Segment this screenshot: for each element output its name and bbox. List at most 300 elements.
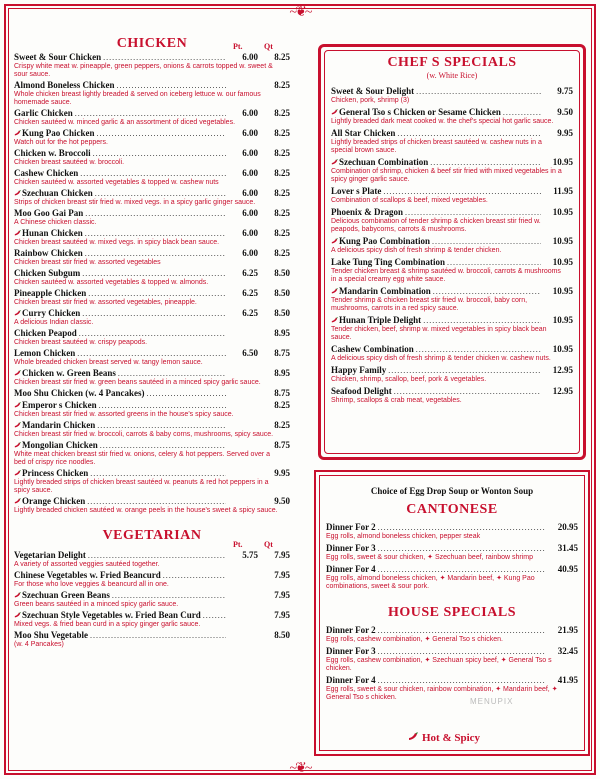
chicken-pt-header: Pt. bbox=[233, 42, 243, 51]
menu-item-line bbox=[331, 236, 573, 247]
menu-item-description: Crispy white meat w. pineapple, green peppers, onions & carrots topped w. sweet & sour sauce. bbox=[14, 63, 273, 78]
chefs-subtitle: (w. White Rice) bbox=[426, 71, 478, 80]
menu-item-line bbox=[331, 286, 573, 297]
menu-item bbox=[14, 208, 290, 227]
quart-price: 8.25 bbox=[274, 128, 290, 138]
leader-dots bbox=[430, 158, 541, 168]
menu-item-name: Chicken Peapod bbox=[14, 328, 77, 338]
menu-item-name: Phoenix & Dragon bbox=[331, 207, 403, 217]
hot-pepper-icon bbox=[14, 370, 21, 376]
menu-item-name: Dinner For 2 bbox=[326, 522, 376, 532]
quart-price: 8.25 bbox=[274, 108, 290, 118]
menu-item-line bbox=[14, 468, 290, 479]
chicken-qt-header: Qt bbox=[264, 42, 273, 51]
menu-item-description: Shrimp, scallops & crab meat, vegetables. bbox=[331, 397, 462, 404]
leader-dots bbox=[405, 208, 541, 218]
pint-price: 6.00 bbox=[242, 248, 258, 258]
menu-item-line bbox=[326, 625, 578, 636]
menu-item-name: Dinner For 3 bbox=[326, 646, 376, 656]
quart-price: 8.25 bbox=[274, 400, 290, 410]
menu-item-name: Szechuan Style Vegetables w. Fried Bean Curd bbox=[22, 610, 201, 620]
menu-item bbox=[14, 590, 290, 609]
menu-item bbox=[14, 188, 290, 207]
menu-item-line bbox=[14, 148, 290, 159]
item-price: 20.95 bbox=[557, 522, 578, 532]
leader-dots bbox=[103, 53, 226, 63]
menu-item bbox=[14, 248, 290, 267]
menu-item-line bbox=[331, 207, 573, 218]
leader-dots bbox=[117, 81, 226, 91]
menu-item-name: Dinner For 3 bbox=[326, 543, 376, 553]
menu-item bbox=[331, 207, 573, 234]
quart-price: 9.50 bbox=[274, 496, 290, 506]
pint-price: 6.00 bbox=[242, 52, 258, 62]
menu-item bbox=[326, 522, 578, 541]
leader-dots bbox=[447, 258, 541, 268]
menu-item-name: Hunan Triple Delight bbox=[339, 315, 422, 325]
vegetarian-list bbox=[14, 550, 290, 649]
menu-item-name: Sweet & Sour Chicken bbox=[14, 52, 102, 62]
quart-price: 7.95 bbox=[274, 610, 290, 620]
menu-item-description: Watch out for the hot peppers. bbox=[14, 139, 108, 146]
chefs-specials-box bbox=[318, 44, 586, 460]
menu-item-name: Mandarin Combination bbox=[339, 286, 431, 296]
menu-item-line bbox=[14, 248, 290, 259]
leader-dots bbox=[82, 269, 226, 279]
leader-dots bbox=[388, 366, 541, 376]
menu-item-line bbox=[14, 348, 290, 359]
leader-dots bbox=[397, 129, 541, 139]
quart-price: 8.50 bbox=[274, 308, 290, 318]
menu-item bbox=[326, 646, 578, 673]
menu-item-line bbox=[14, 188, 290, 199]
hot-pepper-icon bbox=[14, 190, 21, 196]
menu-item-name: Hunan Chicken bbox=[22, 228, 83, 238]
menu-item-line bbox=[326, 564, 578, 575]
menu-item-name: Moo Goo Gai Pan bbox=[14, 208, 84, 218]
menu-item-line bbox=[14, 630, 290, 641]
quart-price: 8.50 bbox=[274, 268, 290, 278]
leader-dots bbox=[147, 389, 226, 399]
leader-dots bbox=[383, 187, 541, 197]
hot-spicy-legend bbox=[408, 732, 480, 744]
menu-item-line bbox=[326, 543, 578, 554]
quart-price: 8.25 bbox=[274, 208, 290, 218]
menu-item-description: Chicken breast stir fried w. assorted vegetables, pineapple. bbox=[14, 299, 197, 306]
menu-item-name: General Tso s Chicken or Sesame Chicken bbox=[339, 107, 501, 117]
menu-item-line bbox=[14, 400, 290, 411]
menu-item bbox=[14, 328, 290, 347]
menu-item-name: Happy Family bbox=[331, 365, 387, 375]
quart-price: 8.75 bbox=[274, 348, 290, 358]
menu-item-description: Whole breaded chicken breast served w. tangy lemon sauce. bbox=[14, 359, 203, 366]
leader-dots bbox=[163, 571, 226, 581]
menu-item-name: Moo Shu Chicken (w. 4 Pancakes) bbox=[14, 388, 145, 398]
menu-item bbox=[326, 675, 578, 702]
menu-item-name: Curry Chicken bbox=[22, 308, 81, 318]
hot-pepper-icon bbox=[14, 402, 21, 408]
leader-dots bbox=[416, 345, 541, 355]
leader-dots bbox=[416, 87, 541, 97]
menu-item bbox=[331, 286, 573, 313]
pint-price: 6.00 bbox=[242, 208, 258, 218]
menu-item-description: Chicken breast sautéed w. broccoli. bbox=[14, 159, 125, 166]
leader-dots bbox=[95, 189, 226, 199]
item-price: 10.95 bbox=[552, 344, 573, 354]
menu-item-description: Egg rolls, almond boneless chicken, pepper steak bbox=[326, 533, 481, 540]
menu-item-description: Strips of chicken breast stir fried w. mixed vegs. in a spicy garlic ginger sauce. bbox=[14, 199, 256, 206]
menu-item-name: Lover s Plate bbox=[331, 186, 382, 196]
hot-pepper-icon bbox=[408, 732, 418, 744]
chicken-title: CHICKEN bbox=[116, 36, 188, 51]
leader-dots bbox=[378, 565, 546, 575]
menu-item-line bbox=[326, 522, 578, 533]
menu-item-description: Combination of scallops & beef, mixed vegetables. bbox=[331, 197, 488, 204]
menu-item bbox=[14, 440, 290, 467]
cantonese-list bbox=[326, 522, 578, 591]
menu-item-description: Chicken sautéed w. assorted vegetables & topped w. cashew nuts bbox=[14, 179, 219, 186]
leader-dots bbox=[203, 611, 226, 621]
menu-item-description: Chicken breast sautéed w. mixed vegs. in spicy black bean sauce. bbox=[14, 239, 220, 246]
menu-item-description: Lightly breaded chicken sautéed w. orange peels in the house's sweet & spicy sauce. bbox=[14, 507, 278, 514]
leader-dots bbox=[378, 523, 546, 533]
menu-item-name: Kung Pao Chicken bbox=[22, 128, 95, 138]
menu-item bbox=[331, 236, 573, 255]
item-price: 21.95 bbox=[557, 625, 578, 635]
leader-dots bbox=[99, 401, 226, 411]
pint-price: 6.00 bbox=[242, 188, 258, 198]
menu-item-name: Dinner For 4 bbox=[326, 675, 376, 685]
item-price: 10.95 bbox=[552, 286, 573, 296]
leader-dots bbox=[100, 441, 226, 451]
vegetarian-title: VEGETARIAN bbox=[102, 528, 202, 543]
dinner-combos-box bbox=[314, 470, 590, 756]
menu-item-line bbox=[14, 610, 290, 621]
menu-item-line bbox=[331, 107, 573, 118]
menu-item-line bbox=[14, 168, 290, 179]
menu-item bbox=[14, 148, 290, 167]
pint-price: 6.50 bbox=[242, 348, 258, 358]
menu-item bbox=[331, 107, 573, 126]
menu-item-line bbox=[14, 52, 290, 63]
menu-item bbox=[14, 496, 290, 515]
leader-dots bbox=[79, 329, 226, 339]
menu-item-line bbox=[14, 328, 290, 339]
chefs-list bbox=[331, 86, 573, 405]
leader-dots bbox=[93, 149, 226, 159]
menu-item-name: Pineapple Chicken bbox=[14, 288, 87, 298]
leader-dots bbox=[378, 544, 546, 554]
menu-item bbox=[331, 365, 573, 384]
menu-item-line bbox=[14, 288, 290, 299]
quart-price: 8.25 bbox=[274, 228, 290, 238]
item-price: 31.45 bbox=[557, 543, 578, 553]
menu-item-description: Delicious combination of tender shrimp & chicken breast stir fried w. peapods, babycorns, carrots & mushrooms. bbox=[331, 218, 541, 233]
menu-item-line bbox=[331, 257, 573, 268]
leader-dots bbox=[90, 631, 226, 641]
menu-item-name: Orange Chicken bbox=[22, 496, 86, 506]
menu-item-description: Chicken, pork, shrimp (3) bbox=[331, 97, 410, 104]
menu-item-line bbox=[331, 315, 573, 326]
hot-pepper-icon bbox=[14, 470, 21, 476]
menu-item bbox=[14, 630, 290, 649]
menu-item-line bbox=[14, 108, 290, 119]
hot-spicy-label: Hot & Spicy bbox=[422, 732, 481, 744]
menu-item bbox=[331, 157, 573, 184]
menu-item-description: Chicken breast stir fried w. assorted vegetables bbox=[14, 259, 161, 266]
menu-item-name: Chicken Subgum bbox=[14, 268, 81, 278]
menu-item-description: A delicious spicy dish of fresh shrimp & tender chicken w. cashew nuts. bbox=[331, 355, 551, 362]
menu-item-name: All Star Chicken bbox=[331, 128, 396, 138]
pint-price: 5.75 bbox=[242, 550, 258, 560]
menu-item-line bbox=[331, 128, 573, 139]
hot-pepper-icon bbox=[331, 109, 338, 115]
menu-item bbox=[14, 228, 290, 247]
leader-dots bbox=[423, 316, 541, 326]
menu-item bbox=[14, 610, 290, 629]
menu-item bbox=[331, 386, 573, 405]
menu-item bbox=[331, 128, 573, 155]
menu-item-description: Lightly breaded dark meat cooked w. the chef's special hot garlic sauce. bbox=[331, 118, 554, 125]
item-price: 10.95 bbox=[552, 257, 573, 267]
quart-price: 8.95 bbox=[274, 328, 290, 338]
hot-pepper-icon bbox=[14, 498, 21, 504]
quart-price: 8.95 bbox=[274, 368, 290, 378]
menu-item-description: Chicken breast stir fried w. broccoli, carrots & baby corns, mushrooms, spicy sauce. bbox=[14, 431, 274, 438]
menu-item-description: Tender chicken breast & shrimp sautéed w. broccoli, carrots & mushrooms in a special creamy egg white sauce. bbox=[331, 268, 561, 283]
quart-price: 8.25 bbox=[274, 168, 290, 178]
menu-item-name: Lemon Chicken bbox=[14, 348, 76, 358]
leader-dots bbox=[85, 249, 226, 259]
quart-price: 8.75 bbox=[274, 388, 290, 398]
menu-item-line bbox=[14, 570, 290, 581]
menu-item bbox=[14, 400, 290, 419]
leader-dots bbox=[85, 229, 226, 239]
menu-item bbox=[14, 268, 290, 287]
menu-item-line bbox=[14, 208, 290, 219]
menu-item bbox=[331, 315, 573, 342]
veg-qt-header: Qt bbox=[264, 540, 273, 549]
menu-item bbox=[14, 308, 290, 327]
menu-item-name: Kung Pao Combination bbox=[339, 236, 431, 246]
menu-item-name: Almond Boneless Chicken bbox=[14, 80, 115, 90]
leader-dots bbox=[433, 287, 541, 297]
leader-dots bbox=[80, 169, 226, 179]
menu-item bbox=[14, 570, 290, 589]
pint-price: 6.00 bbox=[242, 228, 258, 238]
watermark: MENUPIX bbox=[470, 697, 514, 706]
menu-item-description: Tender chicken, beef, shrimp w. mixed vegetables in spicy black bean sauce. bbox=[331, 326, 547, 341]
menu-item-line bbox=[14, 80, 290, 91]
menu-item-description: Chicken sautéed w. assorted vegetables & topped w. almonds. bbox=[14, 279, 209, 286]
menu-item-name: Dinner For 2 bbox=[326, 625, 376, 635]
menu-item-line bbox=[14, 420, 290, 431]
menu-item-name: Dinner For 4 bbox=[326, 564, 376, 574]
menu-item bbox=[14, 368, 290, 387]
menu-item-description: Green beans sautéed in a minced spicy garlic sauce. bbox=[14, 601, 179, 608]
menu-item-line bbox=[14, 440, 290, 451]
menu-item-name: Cashew Combination bbox=[331, 344, 414, 354]
leader-dots bbox=[97, 129, 226, 139]
menu-item-line bbox=[326, 675, 578, 686]
item-price: 41.95 bbox=[557, 675, 578, 685]
menu-item bbox=[326, 543, 578, 562]
quart-price: 9.95 bbox=[274, 468, 290, 478]
left-column bbox=[14, 36, 290, 650]
menu-item-name: Vegetarian Delight bbox=[14, 550, 86, 560]
quart-price: 8.25 bbox=[274, 188, 290, 198]
menu-item-description: Whole chicken breast lightly breaded & served on iceberg lettuce w. our famous homemade sauce. bbox=[14, 91, 261, 106]
item-price: 10.95 bbox=[552, 236, 573, 246]
menu-item-name: Sweet & Sour Delight bbox=[331, 86, 415, 96]
menu-item bbox=[331, 344, 573, 363]
item-price: 11.95 bbox=[553, 186, 573, 196]
menu-item-line bbox=[14, 308, 290, 319]
menu-item-name: Chicken w. Green Beans bbox=[22, 368, 116, 378]
house-specials-title: HOUSE SPECIALS bbox=[388, 605, 516, 620]
menu-item-description: Chicken sautéed w. minced garlic & an assortment of diced vegetables. bbox=[14, 119, 236, 126]
leader-dots bbox=[75, 109, 226, 119]
menu-item-line bbox=[331, 386, 573, 397]
menu-item-name: Moo Shu Vegetable bbox=[14, 630, 89, 640]
menu-item-line bbox=[326, 646, 578, 657]
menu-item-line bbox=[14, 388, 290, 399]
leader-dots bbox=[88, 551, 226, 561]
menu-item-description: Chicken breast stir fried w. green beans sautéed in a minced spicy garlic sauce. bbox=[14, 379, 261, 386]
menu-item-description: Tender shrimp & chicken breast stir fried w. broccoli, baby corn, mushrooms, carrots in a red spicy sauce. bbox=[331, 297, 528, 312]
leader-dots bbox=[112, 591, 226, 601]
menu-item-name: Garlic Chicken bbox=[14, 108, 73, 118]
menu-item-line bbox=[14, 550, 290, 561]
menu-item bbox=[14, 52, 290, 79]
menu-item-description: Lightly breaded strips of chicken breast sautéed w. cashew nuts in a special brown sauce. bbox=[331, 139, 542, 154]
item-price: 9.75 bbox=[557, 86, 573, 96]
item-price: 10.95 bbox=[552, 207, 573, 217]
menu-item bbox=[326, 625, 578, 644]
veg-pt-header: Pt. bbox=[233, 540, 243, 549]
menu-item-description: (w. 4 Pancakes) bbox=[14, 641, 64, 648]
menu-item-line bbox=[14, 590, 290, 601]
quart-price: 8.25 bbox=[274, 52, 290, 62]
house-specials-list bbox=[326, 625, 578, 702]
leader-dots bbox=[97, 421, 226, 431]
leader-dots bbox=[378, 647, 546, 657]
menu-item-line bbox=[331, 86, 573, 97]
pint-price: 6.25 bbox=[242, 308, 258, 318]
menu-item-line bbox=[331, 344, 573, 355]
pint-price: 6.25 bbox=[242, 268, 258, 278]
menu-item-name: Chicken w. Broccoli bbox=[14, 148, 91, 158]
menu-item-line bbox=[331, 157, 573, 168]
leader-dots bbox=[503, 108, 541, 118]
quart-price: 8.25 bbox=[274, 248, 290, 258]
cantonese-title: CANTONESE bbox=[406, 502, 498, 517]
menu-item-name: Lake Tung Ting Combination bbox=[331, 257, 445, 267]
menu-item bbox=[331, 257, 573, 284]
hot-pepper-icon bbox=[14, 230, 21, 236]
menu-item bbox=[14, 468, 290, 495]
leader-dots bbox=[85, 209, 226, 219]
hot-pepper-icon bbox=[14, 612, 21, 618]
chefs-title: CHEF S SPECIALS bbox=[387, 55, 517, 70]
menu-item-description: A variety of assorted veggies sautéed together. bbox=[14, 561, 160, 568]
menu-item-description: A delicious spicy dish of fresh shrimp & tender chicken. bbox=[331, 247, 502, 254]
menu-item-name: Princess Chicken bbox=[22, 468, 89, 478]
leader-dots bbox=[378, 626, 546, 636]
quart-price: 7.95 bbox=[274, 590, 290, 600]
menu-item-name: Chinese Vegetables w. Fried Beancurd bbox=[14, 570, 161, 580]
quart-price: 8.50 bbox=[274, 288, 290, 298]
leader-dots bbox=[87, 497, 226, 507]
menu-item bbox=[326, 564, 578, 591]
menu-item-name: Cashew Chicken bbox=[14, 168, 79, 178]
hot-pepper-icon bbox=[14, 130, 21, 136]
leader-dots bbox=[77, 349, 226, 359]
menu-item bbox=[14, 420, 290, 439]
leader-dots bbox=[118, 369, 226, 379]
menu-item-line bbox=[331, 186, 573, 197]
item-price: 12.95 bbox=[552, 386, 573, 396]
menu-item-description: White meat chicken breast stir fried w. onions, celery & hot peppers. Served over a bed of crispy rice noodles. bbox=[14, 451, 271, 466]
menu-item-description: For those who love veggies & beancurd all in one. bbox=[14, 581, 169, 588]
menu-item-description: Chicken breast sautéed w. crispy peapods. bbox=[14, 339, 148, 346]
menu-item-line bbox=[14, 496, 290, 507]
item-price: 9.95 bbox=[557, 128, 573, 138]
menu-item-name: Seafood Delight bbox=[331, 386, 392, 396]
menu-item-description: Mixed vegs. & fried bean curd in a spicy ginger garlic sauce. bbox=[14, 621, 201, 628]
quart-price: 8.25 bbox=[274, 80, 290, 90]
menu-item-description: Lightly breaded strips of chicken breast sautéed w. peanuts & red hot peppers in a spicy sauce. bbox=[14, 479, 269, 494]
menu-item-description: Chicken breast stir fried w. assorted greens in the house's spicy sauce. bbox=[14, 411, 234, 418]
menu-item-name: Mongolian Chicken bbox=[22, 440, 98, 450]
chicken-list bbox=[14, 52, 290, 515]
menu-item bbox=[14, 80, 290, 107]
hot-pepper-icon bbox=[14, 592, 21, 598]
menu-item-name: Mandarin Chicken bbox=[22, 420, 96, 430]
menu-item bbox=[14, 108, 290, 127]
menu-item-description: Egg rolls, cashew combination, ✦ Szechuan spicy beef, ✦ General Tso s chicken. bbox=[326, 657, 552, 672]
menu-item-description: Egg rolls, sweet & sour chicken, ✦ Szechuan beef, rainbow shrimp bbox=[326, 554, 534, 561]
item-price: 40.95 bbox=[557, 564, 578, 574]
menu-item bbox=[14, 168, 290, 187]
pint-price: 6.00 bbox=[242, 128, 258, 138]
quart-price: 8.75 bbox=[274, 440, 290, 450]
hot-pepper-icon bbox=[331, 159, 338, 165]
quart-price: 8.50 bbox=[274, 630, 290, 640]
pint-price: 6.25 bbox=[242, 288, 258, 298]
bottom-ornament: ~❦~ bbox=[289, 761, 311, 776]
item-price: 10.95 bbox=[552, 157, 573, 167]
pint-price: 6.00 bbox=[242, 108, 258, 118]
menu-item-description: Egg rolls, cashew combination, ✦ General Tso s chicken. bbox=[326, 636, 503, 643]
menu-item-description: Egg rolls, almond boneless chicken, ✦ Mandarin beef, ✦ Kung Pao combinations, sweet & sour pork. bbox=[326, 575, 535, 590]
leader-dots bbox=[432, 237, 541, 247]
menu-item-line bbox=[331, 365, 573, 376]
menu-item-name: Szechuan Green Beans bbox=[22, 590, 110, 600]
menu-item-name: Rainbow Chicken bbox=[14, 248, 83, 258]
item-price: 9.50 bbox=[557, 107, 573, 117]
hot-pepper-icon bbox=[331, 317, 338, 323]
menu-item-line bbox=[14, 268, 290, 279]
item-price: 12.95 bbox=[552, 365, 573, 375]
pint-price: 6.00 bbox=[242, 148, 258, 158]
menu-item bbox=[331, 186, 573, 205]
menu-item-name: Emperor s Chicken bbox=[22, 400, 97, 410]
hot-pepper-icon bbox=[331, 288, 338, 294]
menu-item-name: Szechuan Combination bbox=[339, 157, 429, 167]
menu-item-line bbox=[14, 128, 290, 139]
menu-item-description: Combination of shrimp, chicken & beef stir fried with mixed vegetables in a spicy ginger garlic sauce. bbox=[331, 168, 562, 183]
